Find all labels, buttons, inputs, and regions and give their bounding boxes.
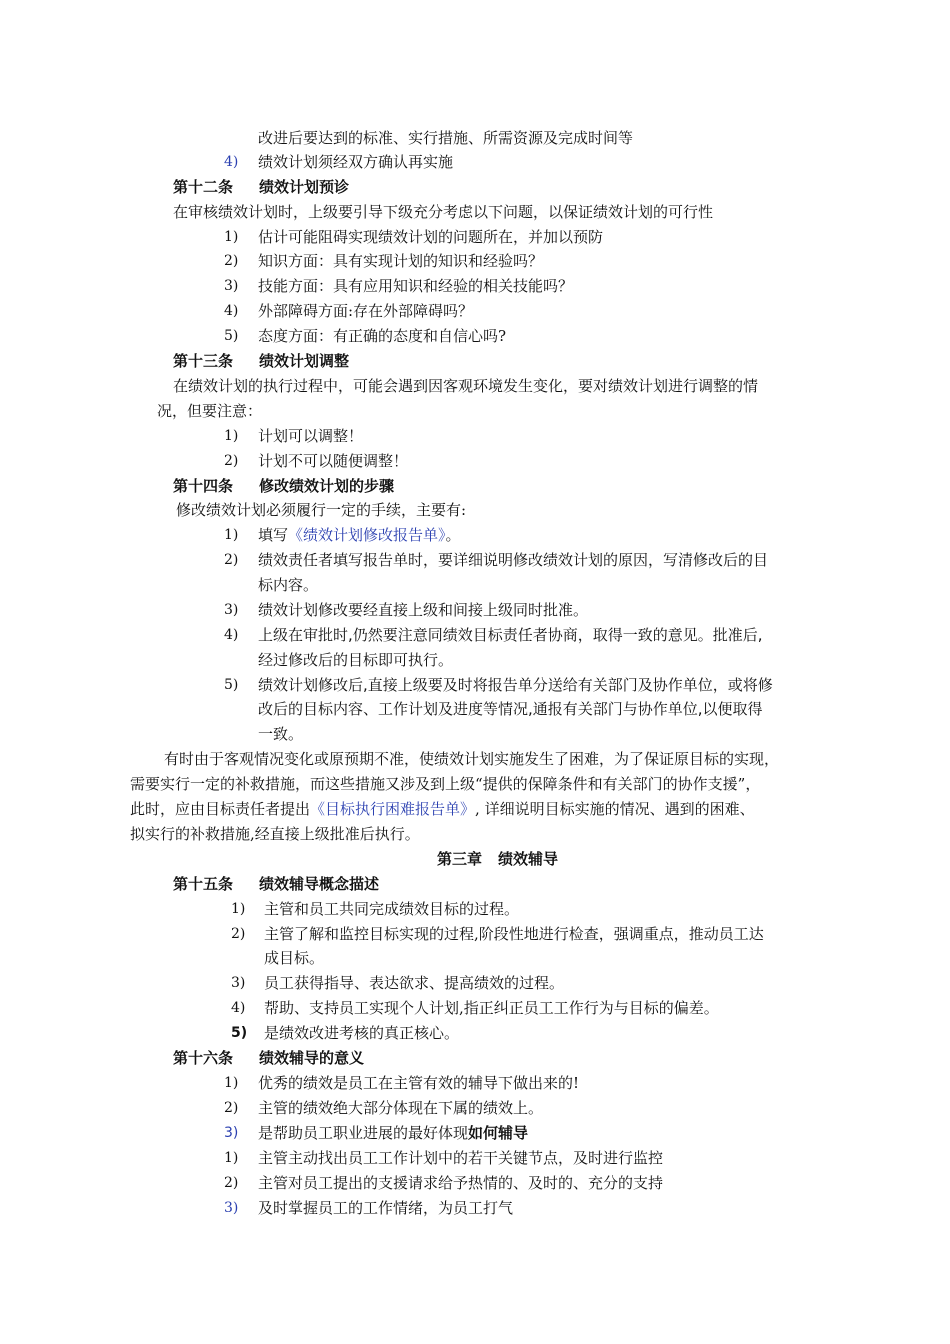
list-number: 3) bbox=[224, 1125, 239, 1141]
article-number: 第十三条 bbox=[173, 352, 234, 370]
paragraph-cont bbox=[130, 799, 755, 819]
list-number: 1) bbox=[224, 229, 239, 245]
list-item: 主管和员工共同完成绩效目标的过程。 bbox=[264, 900, 520, 918]
list-item: 员工获得指导、表达欲求、提高绩效的过程。 bbox=[264, 974, 565, 992]
paragraph: 修改绩效计划必须履行一定的手续，主要有: bbox=[176, 501, 467, 519]
article-12-heading bbox=[173, 177, 349, 197]
paragraph-cont: 需要实行一定的补救措施，而这些措施又涉及到上级“提供的保障条件和有关部门的协作支援”， bbox=[130, 775, 761, 793]
article-13-heading bbox=[173, 351, 349, 371]
paragraph: 有时由于客观情况变化或原预期不准，使绩效计划实施发生了困难，为了保证原目标的实现， bbox=[164, 750, 780, 768]
article-title: 绩效计划调整 bbox=[259, 352, 350, 370]
paragraph-cont: 况，但要注意： bbox=[157, 402, 263, 420]
list-item: 绩效责任者填写报告单时，要详细说明修改绩效计划的原因，写清修改后的目 bbox=[258, 551, 769, 569]
list-number: 4) bbox=[224, 627, 239, 643]
list-item: 知识方面：具有实现计划的知识和经验吗？ bbox=[258, 252, 544, 270]
list-item: 上级在审批时,仍然要注意同绩效目标责任者协商，取得一致的意见。批准后, bbox=[258, 626, 763, 644]
list-number: 4) bbox=[224, 154, 239, 170]
list-item bbox=[258, 1123, 528, 1143]
list-item: 绩效计划须经双方确认再实施 bbox=[258, 153, 454, 171]
list-item: 技能方面：具有应用知识和经验的相关技能吗？ bbox=[258, 277, 574, 295]
list-item: 计划可以调整！ bbox=[258, 427, 364, 445]
chapter-number: 第三章 bbox=[437, 850, 483, 868]
list-item: 绩效计划修改要经直接上级和间接上级同时批准。 bbox=[258, 601, 589, 619]
article-14-heading bbox=[173, 476, 394, 496]
list-number: 3) bbox=[224, 1200, 239, 1216]
article-title: 绩效辅导概念描述 bbox=[259, 875, 380, 893]
list-number: 2) bbox=[224, 1175, 239, 1191]
paragraph-cont: 拟实行的补救措施,经直接上级批准后执行。 bbox=[130, 825, 420, 843]
list-number: 3) bbox=[224, 278, 239, 294]
report-form-link[interactable]: 《绩效计划修改报告单》 bbox=[288, 526, 446, 544]
list-item: 主管主动找出员工工作计划中的若干关键节点，及时进行监控 bbox=[258, 1149, 664, 1167]
list-number: 2) bbox=[224, 453, 239, 469]
article-number: 第十四条 bbox=[173, 477, 234, 495]
text: 此时，应由目标责任者提出 bbox=[130, 800, 311, 818]
list-number: 1) bbox=[224, 428, 239, 444]
list-number: 2) bbox=[224, 552, 239, 568]
list-item bbox=[258, 525, 461, 545]
list-number: 3) bbox=[224, 602, 239, 618]
difficulty-report-link[interactable]: 《目标执行困难报告单》 bbox=[310, 800, 476, 818]
list-number: 2) bbox=[224, 253, 239, 269]
article-16-heading bbox=[173, 1048, 364, 1068]
chapter-3-heading bbox=[437, 849, 558, 869]
list-item: 估计可能阻碍实现绩效计划的问题所在，并加以预防 bbox=[258, 228, 604, 246]
article-title: 绩效计划预诊 bbox=[259, 178, 350, 196]
list-number: 3) bbox=[231, 975, 246, 991]
list-item: 态度方面：有正确的态度和自信心吗? bbox=[258, 327, 507, 345]
article-15-heading bbox=[173, 874, 379, 894]
article-title: 修改绩效计划的步骤 bbox=[259, 477, 395, 495]
text: 。 bbox=[445, 526, 461, 544]
article-number: 第十二条 bbox=[173, 178, 234, 196]
list-item-cont: 一致。 bbox=[258, 725, 304, 743]
text-line: 改进后要达到的标准、实行措施、所需资源及完成时间等 bbox=[258, 129, 634, 147]
chapter-title: 绩效辅导 bbox=[498, 850, 559, 868]
list-item-cont: 标内容。 bbox=[258, 576, 319, 594]
list-item: 主管的绩效绝大部分体现在下属的绩效上。 bbox=[258, 1099, 544, 1117]
list-item: 主管对员工提出的支援请求给予热情的、及时的、充分的支持 bbox=[258, 1174, 664, 1192]
list-number: 1) bbox=[224, 1150, 239, 1166]
list-number: 5) bbox=[224, 677, 239, 693]
list-item: 及时掌握员工的工作情绪，为员工打气 bbox=[258, 1199, 514, 1217]
list-number: 2) bbox=[224, 1100, 239, 1116]
text: 是帮助员工职业进展的最好体现 bbox=[258, 1124, 469, 1142]
list-number: 5) bbox=[231, 1025, 248, 1041]
article-number: 第十五条 bbox=[173, 875, 234, 893]
list-number: 4) bbox=[224, 303, 239, 319]
list-item: 主管了解和监控目标实现的过程,阶段性地进行检查，强调重点，推动员工达 bbox=[264, 925, 764, 943]
paragraph: 在绩效计划的执行过程中，可能会遇到因客观环境发生变化，要对绩效计划进行调整的情 bbox=[173, 377, 759, 395]
text: 填写 bbox=[258, 526, 289, 544]
list-item-cont: 成目标。 bbox=[264, 949, 325, 967]
list-number: 1) bbox=[224, 527, 239, 543]
subheading-how-to-coach: 如何辅导 bbox=[468, 1124, 529, 1142]
list-item-cont: 改后的目标内容、工作计划及进度等情况,通报有关部门与协作单位,以便取得 bbox=[258, 700, 763, 718]
list-item: 绩效计划修改后,直接上级要及时将报告单分送给有关部门及协作单位，或将修 bbox=[258, 676, 773, 694]
list-number: 4) bbox=[231, 1000, 246, 1016]
list-number: 2) bbox=[231, 926, 246, 942]
list-number: 1) bbox=[224, 1075, 239, 1091]
list-number: 5) bbox=[224, 328, 239, 344]
list-item: 是绩效改进考核的真正核心。 bbox=[264, 1024, 460, 1042]
text: , 详细说明目标实施的情况、遇到的困难、 bbox=[475, 800, 755, 818]
list-number: 1) bbox=[231, 901, 246, 917]
list-item-cont: 经过修改后的目标即可执行。 bbox=[258, 651, 454, 669]
article-number: 第十六条 bbox=[173, 1049, 234, 1067]
list-item: 外部障碍方面:存在外部障碍吗？ bbox=[258, 302, 474, 320]
list-item: 计划不可以随便调整！ bbox=[258, 452, 409, 470]
list-item: 优秀的绩效是员工在主管有效的辅导下做出来的! bbox=[258, 1074, 580, 1092]
article-title: 绩效辅导的意义 bbox=[259, 1049, 365, 1067]
list-item: 帮助、支持员工实现个人计划,指正纠正员工工作行为与目标的偏差。 bbox=[264, 999, 719, 1017]
paragraph: 在审核绩效计划时，上级要引导下级充分考虑以下问题，以保证绩效计划的可行性 bbox=[173, 203, 714, 221]
